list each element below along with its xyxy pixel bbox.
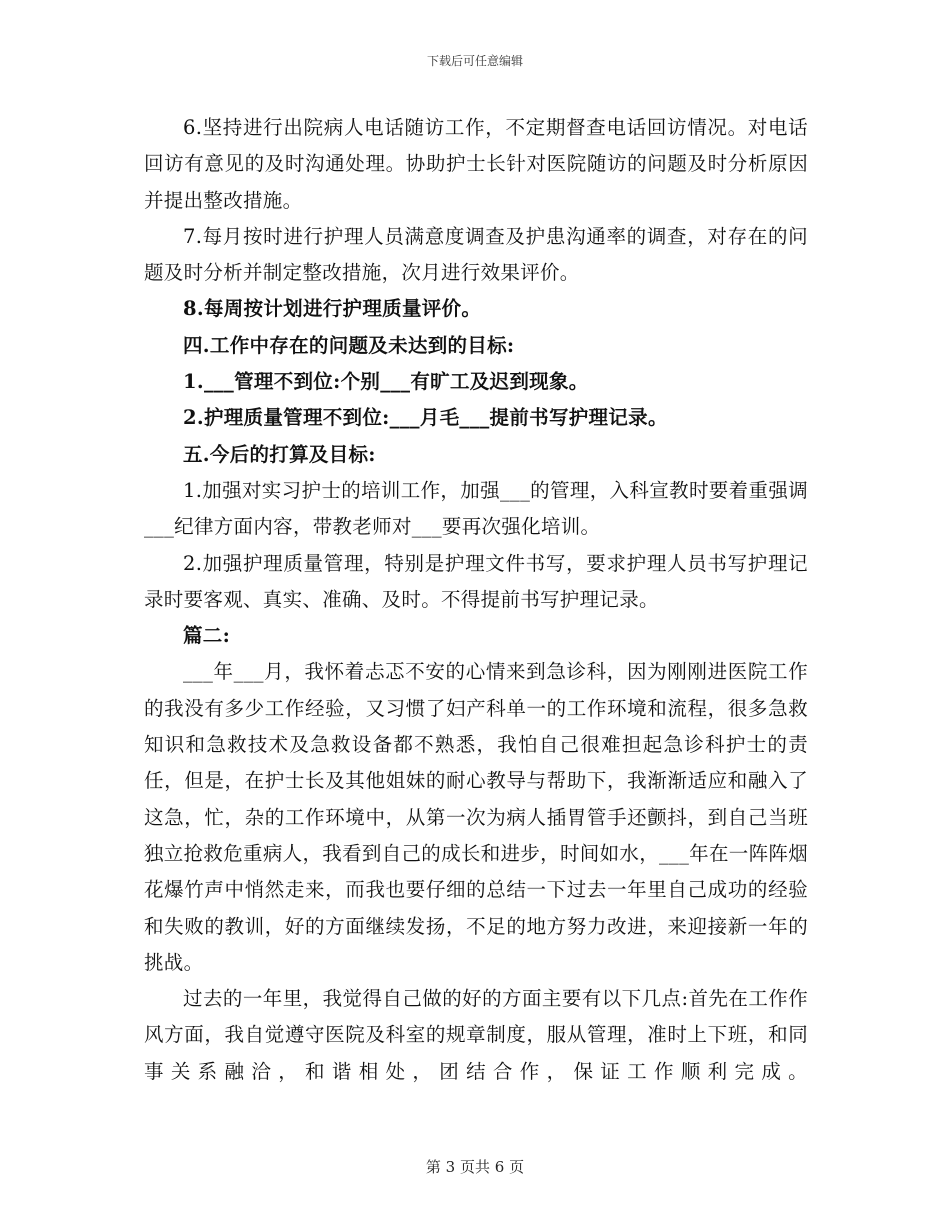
part-two-paragraph-1: ___年___月，我怀着忐忑不安的心情来到急诊科，因为刚刚进医院工作的我没有多少工作经验，又习惯了妇产科单一的工作环境和流程，很多急救知识和急救技术及急救设备都不熟悉，我怕自己很难担起急诊科护士的责任，但是，在护士长及其他姐妹的耐心教导与帮助下，我渐渐适应和融入了这急，忙，杂的工作环境中，从第一次为病人插胃管手还颤抖，到自己当班独立抢救危重病人，我看到自己的成长和进步，时间如水，___年在一阵阵烟花爆竹声中悄然走来，而我也要仔细的总结一下过去一年里自己成功的经验和失败的教训，好的方面继续发扬，不足的地方努力改进，来迎接新一年的挑战。 [144,660,808,974]
page-footer: 第 3 页共 6 页 [425,1158,525,1176]
problem-item-2: 2.护理质量管理不到位:___月毛___提前书写护理记录。 [183,406,668,430]
document-body [144,110,808,1090]
problem-item-1: 1.___管理不到位:个别___有旷工及迟到现象。 [183,370,589,394]
paragraph-item-8: 8.每周按计划进行护理质量评价。 [183,297,482,321]
part-two-paragraph-2: 过去的一年里，我觉得自己做的好的方面主要有以下几点:首先在工作作风方面，我自觉遵守医院及科室的规章制度，服从管理，准时上下班，和同事关系融洽，和谐相处，团结合作，保证工作顺利完成。 [144,987,808,1083]
paragraph-item-6: 6.坚持进行出院病人电话随访工作，不定期督查电话回访情况。对电话回访有意见的及时沟通处理。协助护士长针对医院随访的问题及时分析原因并提出整改措施。 [144,116,808,212]
plan-item-1: 1.加强对实习护士的培训工作，加强___的管理，入科宣教时要着重强调___纪律方面内容，带教老师对___要再次强化培训。 [144,478,808,539]
paragraph-item-7: 7.每月按时进行护理人员满意度调查及护患沟通率的调查，对存在的问题及时分析并制定整改措施，次月进行效果评价。 [144,224,808,285]
plan-item-2: 2.加强护理质量管理，特别是护理文件书写，要求护理人员书写护理记录时要客观、真实、准确、及时。不得提前书写护理记录。 [144,551,808,611]
section-heading-part-two: 篇二: [183,624,231,648]
page-header: 下载后可任意编辑 [426,54,523,68]
section-heading-problems: 四.工作中存在的问题及未达到的目标: [183,333,515,357]
section-heading-plans: 五.今后的打算及目标: [183,442,376,466]
